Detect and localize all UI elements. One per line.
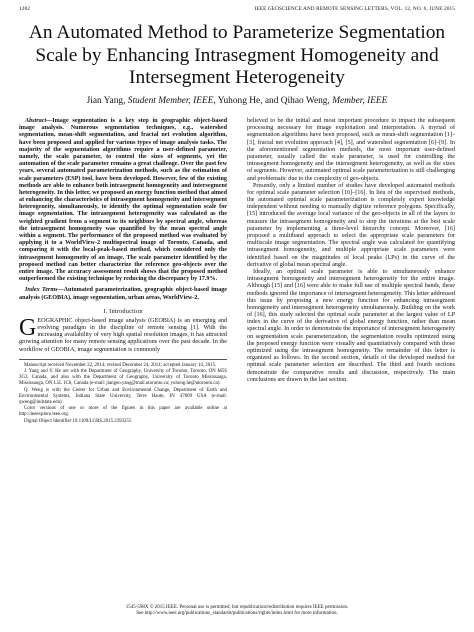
paper-title: An Automated Method to Parameterize Segmentation Scale by Enhancing Intrasegment Homogeneity and Intersegment Heterogeneity — [28, 22, 446, 88]
intro-text: EOGRAPHIC object-based image analysis (GEOBIA) is an emerging and evolving paradigm in the discipline of remote sensing [1]. With the increasing availability of very high spatial resolution images, it has attracted growing attention for many remote sensing applications over the past decade. In the workflow of GEOBIA, image segmentation is commonly — [19, 317, 227, 353]
index-terms-text: —Automated parameterization, geographic object-based image analysis (GEOBIA), image segmentation, urban areas, WorldView-2. — [19, 287, 227, 301]
footnotes — [19, 359, 227, 425]
author-line — [19, 96, 455, 106]
copyright-footer — [19, 605, 455, 617]
drop-cap: G — [19, 314, 37, 341]
left-column — [19, 118, 227, 425]
abstract — [19, 118, 227, 283]
index-terms — [19, 287, 227, 301]
footnote: Color versions of one or more of the figures in this paper are available online at http://ieeexplore.ieee.org. — [19, 406, 227, 418]
index-terms-label: Index Terms — [25, 287, 58, 294]
footnote: Q. Weng is with the Center for Urban and Environmental Change, Department of Earth and Environmental Systems, Indiana State University, Terre Haute, IN 47809 USA (e-mail: qweng@indstate.edu). — [19, 387, 227, 406]
abstract-label: Abstract — [25, 118, 47, 124]
footnote: Manuscript received November 22, 2014; revised December 24, 2014; accepted January 14, 2015. — [24, 362, 217, 368]
page-number: 1282 — [19, 6, 30, 12]
right-column — [247, 118, 455, 384]
author-1-role: Student Member, IEEE — [127, 96, 214, 106]
section-heading-introduction: I. Introduction — [103, 307, 143, 315]
footer-line-1: 1545-598X © 2015 IEEE. Personal use is permitted, but republication/redistribution requires IEEE permission. — [125, 605, 349, 610]
footer-line-2: See http://www.ieee.org/publications_standards/publications/rights/index.html for more information. — [136, 611, 338, 617]
running-head — [19, 6, 455, 12]
body-paragraph: believed to be the initial and most important procedure to impact the subsequent processing necessary for image exploitation and interpretation. A myriad of segmentation algorithms have been proposed, such as mean-shift segmentation [1]–[3], fractal net evolution approach [4], [5], and watershed segmentation [6]–[9]. In the aforementioned segmentation methods, the most important user-defined parameter, usually called the scale parameter, is used for controlling the intrasegment homogeneity and the intersegment heterogeneity, as well as the sizes of segments. However, automated optimal scale parameterization is still challenging and problematic due to the complexity of geo-objects. — [247, 118, 455, 182]
authors-2: , Yuhong He, and Qihao Weng, — [213, 96, 330, 106]
footnote: J. Yang and Y. He are with the Department of Geography, University of Toronto, Toronto, ON M5S 3G3, Canada, and also with the Department of Geography, University of Toronto Mississauga, Mississauga, ON L5L 1C6, Canada (e-mail: jiangeo.yang@mail.utoronto.ca; yuhong.he@utoronto.ca). — [19, 369, 227, 387]
intro-paragraph — [19, 314, 227, 354]
author-3-role: Member, IEEE — [332, 96, 388, 106]
journal-name: IEEE GEOSCIENCE AND REMOTE SENSING LETTERS, VOL. 12, NO. 6, JUNE 2015 — [254, 6, 455, 12]
footnote: Digital Object Identifier 10.1109/LGRS.2015.2393255 — [24, 418, 132, 424]
body-paragraph: Presently, only a limited number of studies have developed automated methods for optimal scale parameter selection [10]–[16]. In lieu of the supervised methods, the automated optimal scale parameterization is completely expert knowledge independent without needing to manually digitize reference polygons. Specifically, [15] introduced the average local variance of the geo-objects in all of the layers to measure the intrasegment homogeneity and to stop the iterations at the best scale parameter by implementing a three-level hierarchy concept. Moreover, [16] proposed a multiband approach to select the appropriate scale parameters for multiscale image segmentation. The spectral angle was calculated for quantifying intrasegment homogeneity, and multiple appropriate scale parameters were identified based on the magnitudes of local peaks (LPs) in the curve of the derivative of global mean spectral angle. — [247, 182, 455, 268]
author-1: Jian Yang, — [86, 96, 126, 106]
body-paragraph: Ideally, an optimal scale parameter is able to simultaneously enhance intrasegment homogeneity and intersegment heterogeneity for the entire image. Although [15] and [16] were able to make full use of multiple spectral bands, these methods ignored the importance of intersegment heterogeneity. This letter addressed this issue by proposing a new energy function for enhancing intrasegment homogeneity and intersegment heterogeneity simultaneously. Building on the work of [16], this study selected the optimal scale parameter at the largest value of LP index in the curve of the derivative of global energy function, rather than mean spectral angle. In order to demonstrate the importance of intersegment heterogeneity on segmentation scale parameterization, the segmentation results optimized using the proposed energy function were visually and quantitatively compared with those optimized using the intrasegment homogeneity. The remainder of this letter is organized as follows. In the second section, details of the developed method for optimal scale parameter selection are described. The third and fourth sections demonstrate the comparative results and discussion, respectively. The main conclusions are drawn in the last section. — [247, 268, 455, 383]
abstract-text: —Image segmentation is a key step in geographic object-based image analysis. Numerous segmentation techniques, e.g., watershed segmentation, mean-shift segmentation, and fractal net evolution algorithm, have been proposed and applied for various types of image analysis tasks. The majority of the segmentation algorithms require a user-defined parameter, namely, the scale parameter, to control the sizes of segments, yet the automation of the scale parameter remains a great challenge. Over the past few years, several automated parameterization methods, such as the estimation of scale parameters (ESP) tool, have been developed. However, few of the existing methods are able to enhance both intrasegment homogeneity and intersegment heterogeneity. In this letter, we proposed an energy function method that aimed at enhancing the characteristics of intrasegment homogeneity and intersegment heterogeneity, simultaneously, to identify the optimal segmentation scale for image segmentation. The intrasegment heterogeneity was calculated as the weighted gradient from a segment to its neighbors by spectral angle, whereas the intrasegment homogeneity was quantified by the mean spectral angle within a segment. The performance of the proposed method was evaluated by applying it to a WorldView-2 multispectral image of Toronto, Canada, and comparing it with the local-peak-based method, which considered only the intrasegment homogeneity of an image. The scale parameter identified by the proposed method can better characterize the reference geo-objects over the entire image. The accuracy assessment result shows that the proposed method outperformed the existing technique by reducing the discrepancy by 17.9%. — [19, 118, 227, 283]
